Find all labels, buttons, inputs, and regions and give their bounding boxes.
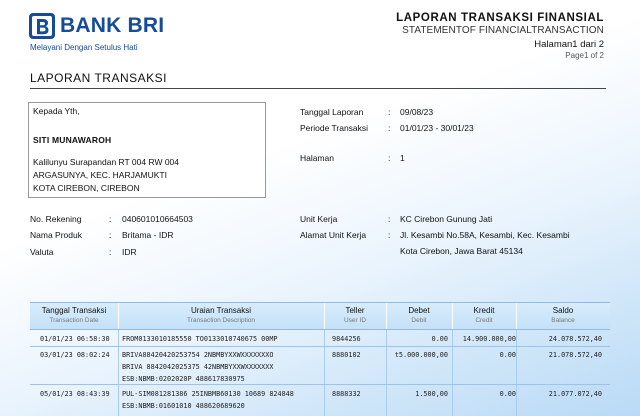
colon: : [388,153,391,163]
colon: : [109,247,112,257]
cell-balance: 21.078.572,40 [548,351,602,359]
col-header-description: Uraian Transaksi Transaction Description [186,306,256,324]
colon: : [388,123,391,133]
page-indicator: Halaman1 dari 2 [534,39,604,50]
cell-credit: 0.00 [499,390,516,398]
cell-description: BRIVA 8842042025375 42NBMBYXXWXXXXXXX [122,363,274,371]
recipient-address-box [28,102,266,198]
col-header-debit: Debet Debit [408,306,430,324]
cell-date: 03/01/23 08:02:24 [40,351,110,359]
currency-label: Valuta [30,247,54,257]
recipient-address-line: Kalilunyu Surapandan RT 004 RW 004 [33,157,180,167]
report-header [396,12,604,60]
table-row [30,384,610,414]
col-header-date: Tanggal Transaksi Transaction Date [41,306,107,324]
cell-debit: 0.00 [431,335,448,343]
work-unit-value: KC Cirebon Gunung Jati [400,214,493,224]
report-date-label: Tanggal Laporan [300,107,364,117]
bank-name: BANK BRI [60,14,165,37]
cell-description: ESB:NBMB:01601010 488620689620 [122,402,245,410]
cell-teller: 9844256 [332,335,361,343]
report-subtitle: STATEMENTOF FINANCIALTRANSACTION [402,25,604,36]
currency-value: IDR [122,247,137,257]
unit-address-value: Jl. Kesambi No.58A, Kesambi, Kec. Kesambi [400,230,570,240]
recipient-address-line: ARGASUNYA, KEC. HARJAMUKTI [33,170,167,180]
cell-date: 01/01/23 06:58:30 [40,335,110,343]
report-page-label: Halaman [300,153,335,163]
unit-address-label: Alamat Unit Kerja [300,230,367,240]
cell-date: 05/01/23 08:43:39 [40,390,110,398]
cell-teller: 8888332 [332,390,361,398]
cell-balance: 24.078.572,40 [548,335,602,343]
colon: : [388,107,391,117]
section-title: LAPORAN TRANSAKSI [30,71,167,85]
report-page-value: 1 [400,153,405,163]
colon: : [109,214,112,224]
table-header [30,302,610,330]
cell-debit: 1.500,00 [415,390,448,398]
cell-description: BRIVA88420420253754 2NBMBYXXWXXXXXXXO [122,351,274,359]
colon: : [388,214,391,224]
bri-logo-icon [28,12,56,40]
recipient-address-line: KOTA CIREBON, CIREBON [33,183,140,193]
work-unit-label: Unit Kerja [300,214,338,224]
cell-teller: 8880102 [332,351,361,359]
product-name-value: Britama - IDR [122,230,174,240]
cell-description: PUL-SIM081281386 25INBMB60130 10689 824848 [122,390,294,398]
colon: : [388,230,391,240]
table-row [30,330,610,346]
report-date-value: 09/08/23 [400,107,434,117]
colon: : [109,230,112,240]
bank-tagline: Melayani Dengan Setulus Hati [30,43,138,52]
bank-logo [28,10,178,56]
cell-description: FROM0133010185550 TO0133010740675 00MP [122,335,278,343]
report-period-value: 01/01/23 - 30/01/23 [400,123,474,133]
recipient-name: SITI MUNAWAROH [33,135,112,145]
col-header-balance: Saldo Balance [551,306,575,324]
report-title: LAPORAN TRANSAKSI FINANSIAL [396,12,604,24]
col-header-teller: Teller User ID [343,306,367,324]
cell-balance: 21.077.072,40 [548,390,602,398]
recipient-greeting: Kepada Yth, [33,106,80,116]
page-indicator-en: Page1 of 2 [565,51,604,60]
cell-credit: 0.00 [499,351,516,359]
cell-description: ESB:NBMB:0202020P 488617830975 [122,375,245,383]
table-row [30,346,610,384]
col-header-credit: Kredit Credit [473,306,495,324]
unit-address-value-line2: Kota Cirebon, Jawa Barat 45134 [400,246,523,256]
cell-debit: t5.000.000,00 [394,351,448,359]
report-period-label: Periode Transaksi [300,123,369,133]
transaction-table [30,302,610,414]
product-name-label: Nama Produk [30,230,82,240]
account-number-value: 040601010664503 [122,214,193,224]
account-number-label: No. Rekening [30,214,82,224]
cell-credit: 14.900.000,00 [462,335,516,343]
section-divider [30,88,606,89]
